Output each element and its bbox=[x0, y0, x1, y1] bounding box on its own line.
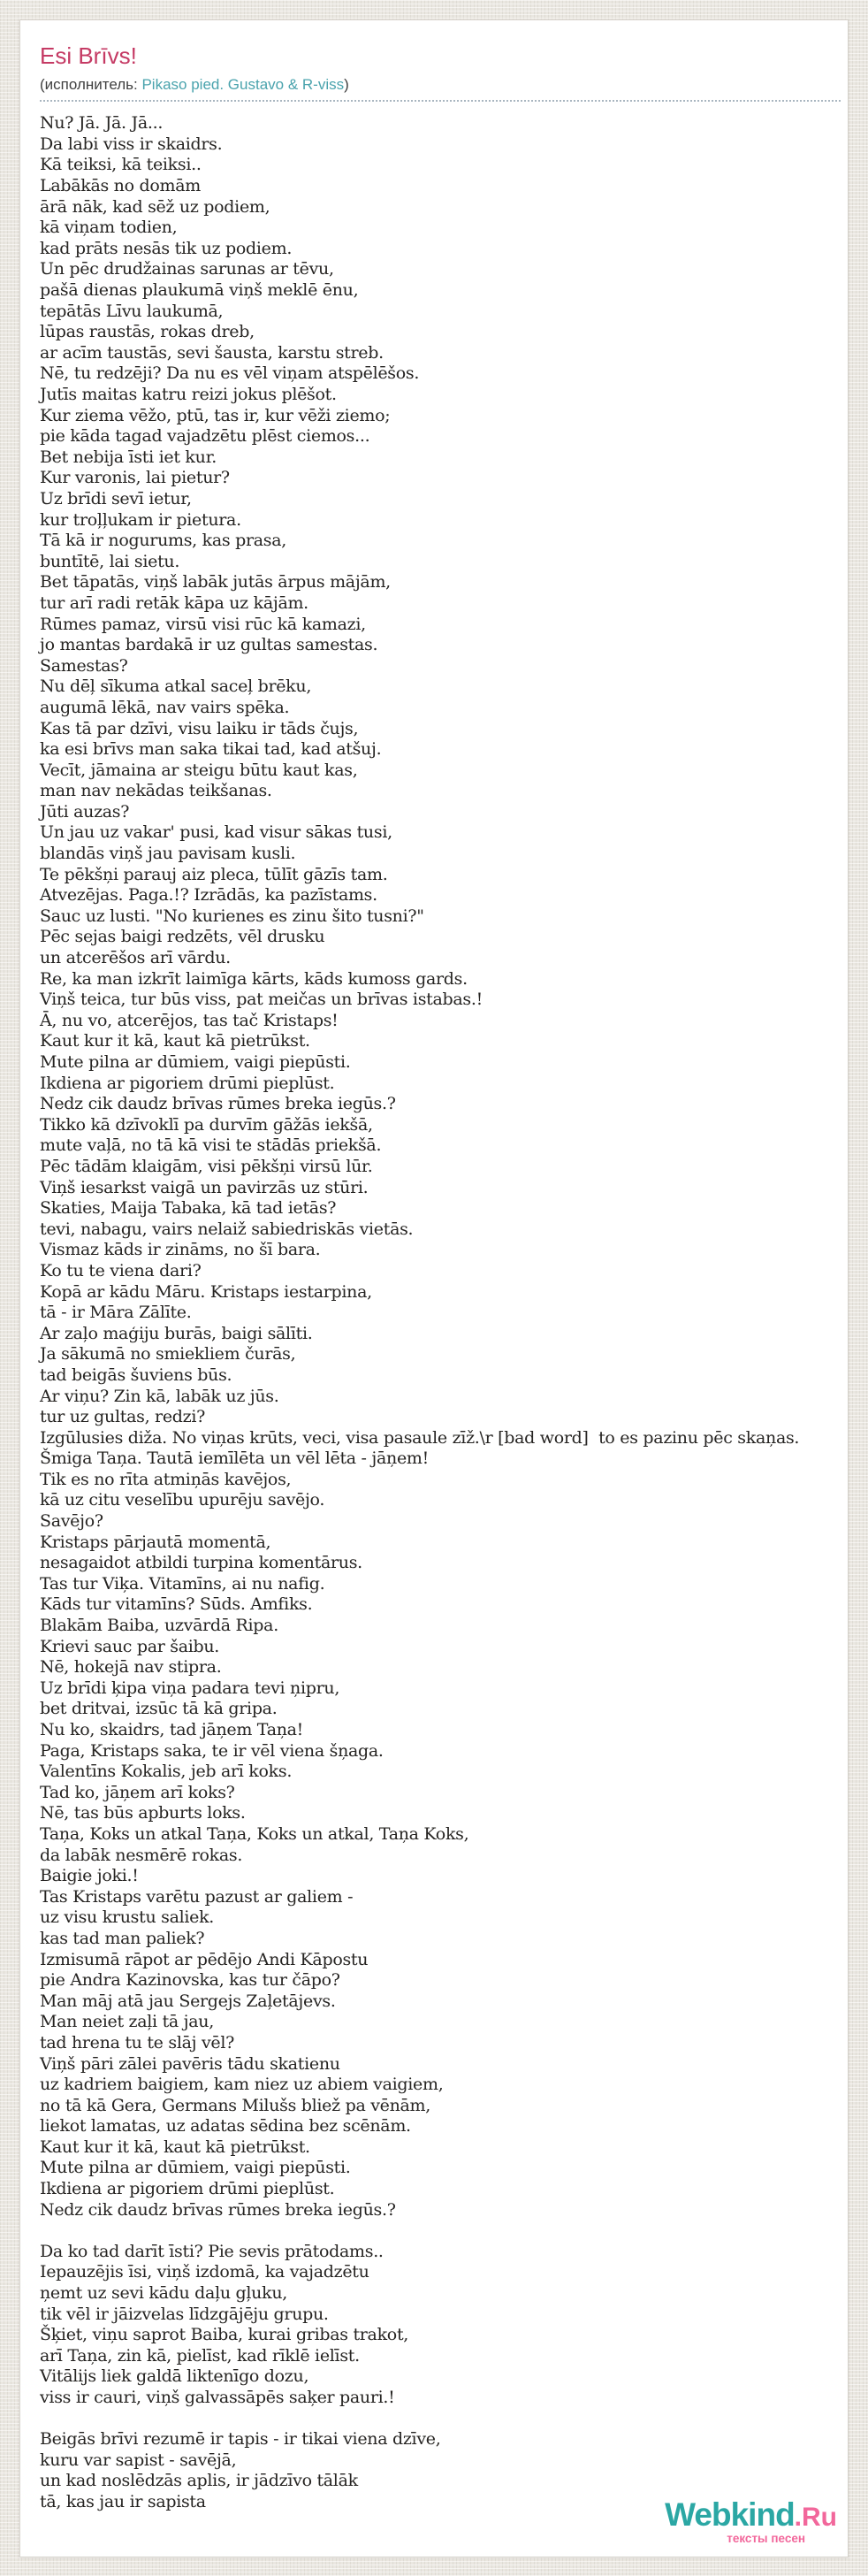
lyric-line: Ikdiena ar pigoriem drūmi pieplūst. bbox=[40, 2179, 335, 2199]
lyric-line: Šmiga Taņa. Tautā iemīlēta un vēl lēta - jāņem! bbox=[40, 1449, 429, 1469]
lyric-line: Beigās brīvi rezumē ir tapis - ir tikai viena dzīve, bbox=[40, 2429, 441, 2450]
lyric-line: Izgūlusies diža. No viņas krūts, veci, visa pasaule zīž.\r [bad word] to es pazinu pēc skaņas. bbox=[40, 1427, 800, 1448]
lyric-line: Un jau uz vakar' pusi, kad visur sākas tusi, bbox=[40, 822, 392, 843]
webkind-logo-suffix: .Ru bbox=[794, 2502, 837, 2532]
lyric-line: Skaties, Maija Tabaka, kā tad ietās? bbox=[40, 1198, 337, 1219]
lyric-line: mute vaļā, no tā kā visi te stādās priekšā. bbox=[40, 1135, 382, 1156]
lyrics-text bbox=[40, 113, 841, 2512]
lyric-line: Viņš iesarkst vaigā un pavirzās uz stūri. bbox=[40, 1177, 369, 1197]
lyric-line: kā viņam todien, bbox=[40, 218, 178, 238]
lyric-line: augumā lēkā, nav vairs spēka. bbox=[40, 697, 290, 717]
lyric-line: Tas tur Viķa. Vitamīns, ai nu nafig. bbox=[40, 1573, 325, 1594]
webkind-logo-main: Webkind bbox=[665, 2496, 795, 2533]
lyric-line: Uz brīdi sevī ietur, bbox=[40, 488, 192, 508]
lyric-line: Tā kā ir nogurums, kas prasa, bbox=[40, 531, 286, 551]
lyric-line: Tikko kā dzīvoklī pa durvīm gāžās iekšā, bbox=[40, 1114, 373, 1135]
lyric-line: Nu ko, skaidrs, tad jāņem Taņa! bbox=[40, 1720, 304, 1739]
lyric-line: Atvezējas. Paga.!? Izrādās, ka pazīstams. bbox=[40, 885, 377, 906]
lyric-line: kas tad man paliek? bbox=[40, 1928, 205, 1948]
webkind-logo-row bbox=[665, 2498, 837, 2531]
artist-link[interactable]: Pikaso pied. Gustavo & R-viss bbox=[141, 75, 345, 93]
lyric-line: Pēc sejas baigi redzēts, vēl drusku bbox=[40, 927, 325, 947]
lyric-line: Kaut kur it kā, kaut kā pietrūkst. bbox=[40, 2136, 310, 2157]
artist-label: (исполнитель: bbox=[40, 75, 142, 93]
lyric-line: pašā dienas plaukumā viņš meklē ēnu, bbox=[40, 280, 359, 301]
lyric-line: Tik es no rīta atmiņās kavējos, bbox=[40, 1469, 292, 1489]
lyric-line: kad prāts nesās tik uz podiem. bbox=[40, 238, 293, 258]
lyric-line: Kāds tur vitamīns? Sūds. Amfiks. bbox=[40, 1594, 313, 1615]
lyric-line: Uz brīdi ķipa viņa padara tevi ņipru, bbox=[40, 1678, 340, 1698]
lyric-line: Ko tu te viena dari? bbox=[40, 1260, 202, 1280]
lyric-line: Da ko tad darīt īsti? Pie sevis prātodams.. bbox=[40, 2241, 384, 2261]
lyric-line: ka esi brīvs man saka tikai tad, kad atšuj. bbox=[40, 739, 382, 760]
lyric-line: tepātās Līvu laukumā, bbox=[40, 301, 224, 321]
lyric-line: Samestas? bbox=[40, 655, 128, 676]
lyric-line: Valentīns Kokalis, jeb arī koks. bbox=[40, 1762, 293, 1782]
lyric-line: Viņš pāri zālei pavēris tādu skatienu bbox=[40, 2053, 340, 2074]
dotted-separator bbox=[40, 100, 841, 102]
lyric-line: kuru var sapist - savējā, bbox=[40, 2450, 237, 2470]
lyric-line bbox=[40, 2221, 841, 2242]
lyric-line: tur uz gultas, redzi? bbox=[40, 1407, 206, 1427]
lyric-line: tā, kas jau ir sapista bbox=[40, 2491, 206, 2511]
lyric-line: Labākās no domām bbox=[40, 176, 201, 196]
lyric-line: arī Taņa, zin kā, pielīst, kad rīklē ielīst. bbox=[40, 2345, 360, 2366]
lyric-line bbox=[40, 2409, 841, 2430]
lyric-line: Nedz cik daudz brīvas rūmes breka iegūs.? bbox=[40, 1094, 396, 1114]
lyric-line: no tā kā Gera, Germans Milušs bliež pa vēnām, bbox=[40, 2095, 431, 2115]
lyric-line: Paga, Kristaps saka, te ir vēl viena šņaga. bbox=[40, 1740, 384, 1761]
lyric-line: Izmisumā rāpot ar pēdējo Andi Kāpostu bbox=[40, 1949, 369, 1969]
lyric-line: uz visu krustu saliek. bbox=[40, 1907, 215, 1928]
song-title: Esi Brīvs! bbox=[40, 42, 137, 69]
lyric-line: Te pēkšņi parauj aiz pleca, tūlīt gāzīs tam. bbox=[40, 864, 388, 884]
lyric-line: Re, ka man izkrīt laimīga kārts, kāds kumoss gards. bbox=[40, 968, 468, 989]
lyric-line: Vecīt, jāmaina ar steigu būtu kaut kas, bbox=[40, 760, 358, 780]
lyric-line: Kur varonis, lai pietur? bbox=[40, 468, 230, 488]
lyric-line: Baigie joki.! bbox=[40, 1866, 139, 1886]
lyric-line: Kristaps pārjautā momentā, bbox=[40, 1532, 271, 1552]
lyric-line: liekot lamatas, uz adatas sēdina bez scēnām. bbox=[40, 2116, 411, 2136]
lyric-line: da labāk nesmērē rokas. bbox=[40, 1845, 243, 1865]
lyric-line: Viņš teica, tur būs viss, pat meičas un brīvas istabas.! bbox=[40, 990, 483, 1010]
lyric-line: Kas tā par dzīvi, visu laiku ir tāds čujs, bbox=[40, 718, 359, 738]
lyric-line: Ā, nu vo, atcerējos, tas tač Kristaps! bbox=[40, 1010, 339, 1030]
webkind-tagline: тексты песен bbox=[727, 2531, 805, 2545]
lyric-line: tad hrena tu te slāj vēl? bbox=[40, 2032, 234, 2052]
lyric-line: buntītē, lai sietu. bbox=[40, 551, 180, 571]
lyric-line: Man neiet zaļi tā jau, bbox=[40, 2012, 214, 2032]
lyric-line: Nē, tas būs apburts loks. bbox=[40, 1803, 246, 1823]
lyric-line: Kā teiksi, kā teiksi.. bbox=[40, 155, 202, 175]
lyric-line: Taņa, Koks un atkal Taņa, Koks un atkal, Taņa Koks, bbox=[40, 1823, 469, 1844]
lyric-line: tevi, nabagu, vairs nelaiž sabiedriskās vietās. bbox=[40, 1219, 414, 1239]
lyric-line: Nē, tu redzēji? Da nu es vēl viņam atspēlēšos. bbox=[40, 363, 420, 384]
lyric-line: ar acīm taustās, sevi šausta, karstu streb. bbox=[40, 342, 384, 363]
lyric-line: blandās viņš jau pavisam kusli. bbox=[40, 844, 296, 864]
lyric-line: Vitālijs liek galdā liktenīgo dozu, bbox=[40, 2366, 309, 2387]
lyric-line: bet dritvai, izsūc tā kā gripa. bbox=[40, 1699, 278, 1719]
lyric-line: jo mantas bardakā ir uz gultas samestas. bbox=[40, 635, 378, 655]
lyric-line: Jūti auzas? bbox=[40, 801, 130, 822]
lyric-line: Mute pilna ar dūmiem, vaigi piepūsti. bbox=[40, 2158, 351, 2178]
lyric-line: Vismaz kāds ir zināms, no šī bara. bbox=[40, 1240, 321, 1260]
lyric-line: Šķiet, viņu saprot Baiba, kurai gribas trakot, bbox=[40, 2325, 409, 2345]
lyric-line: Man māj atā jau Sergejs Zaļetājevs. bbox=[40, 1991, 336, 2011]
lyric-line: Jutīs maitas katru reizi jokus plēšot. bbox=[40, 385, 337, 404]
lyric-line: viss ir cauri, viņš galvassāpēs saķer pauri.! bbox=[40, 2388, 395, 2407]
lyric-line: lūpas raustās, rokas dreb, bbox=[40, 322, 255, 342]
lyric-line: uz kadriem baigiem, kam niez uz abiem vaigiem, bbox=[40, 2075, 444, 2095]
lyric-line: man nav nekādas teikšanas. bbox=[40, 781, 272, 801]
lyrics-card bbox=[19, 19, 849, 2557]
lyric-line: kur troļļukam ir pietura. bbox=[40, 509, 241, 530]
lyric-line: un kad noslēdzās aplis, ir jādzīvo tālāk bbox=[40, 2471, 358, 2491]
lyric-line: Kur ziema vēžo, ptū, tas ir, kur vēži ziemo; bbox=[40, 405, 391, 425]
lyric-line: un atcerēšos arī vārdu. bbox=[40, 948, 231, 968]
lyric-line: ārā nāk, kad sēž uz podiem, bbox=[40, 196, 270, 217]
artist-label-close: ) bbox=[344, 75, 349, 93]
lyric-line: Bet tāpatās, viņš labāk jutās ārpus mājām, bbox=[40, 572, 391, 592]
lyric-line: Ja sākumā no smiekliem čurās, bbox=[40, 1344, 296, 1364]
lyric-line: kā uz citu veselību upurēju savējo. bbox=[40, 1490, 325, 1510]
lyric-line: Ikdiena ar pigoriem drūmi pieplūst. bbox=[40, 1073, 335, 1093]
lyric-line: Nu dēļ sīkuma atkal saceļ brēku, bbox=[40, 676, 312, 697]
lyric-line: Nedz cik daudz brīvas rūmes breka iegūs.? bbox=[40, 2199, 396, 2220]
lyric-line: Blakām Baiba, uzvārdā Ripa. bbox=[40, 1616, 278, 1636]
lyric-line: Bet nebija īsti iet kur. bbox=[40, 447, 217, 467]
lyric-line: tik vēl ir jāizvelas līdzgājēju grupu. bbox=[40, 2304, 329, 2324]
lyric-line: Rūmes pamaz, virsū visi rūc kā kamazi, bbox=[40, 614, 366, 634]
lyric-line: Un pēc drudžainas sarunas ar tēvu, bbox=[40, 259, 334, 279]
lyric-line: Tad ko, jāņem arī koks? bbox=[40, 1782, 235, 1802]
lyric-line: Kaut kur it kā, kaut kā pietrūkst. bbox=[40, 1031, 310, 1051]
webkind-logo[interactable] bbox=[665, 2498, 837, 2545]
lyric-line: tad beigās šuviens būs. bbox=[40, 1364, 232, 1385]
lyric-line: Ar zaļo maģiju burās, baigi sālīti. bbox=[40, 1323, 313, 1343]
lyric-line: Pēc tādām klaigām, visi pēkšņi virsū lūr. bbox=[40, 1156, 373, 1176]
lyric-line: Tas Kristaps varētu pazust ar galiem - bbox=[40, 1886, 354, 1907]
lyric-line: Savējo? bbox=[40, 1511, 103, 1532]
lyric-line: Kopā ar kādu Māru. Kristaps iestarpina, bbox=[40, 1281, 372, 1302]
lyric-line: Krievi sauc par šaibu. bbox=[40, 1636, 220, 1656]
lyric-line: Da labi viss ir skaidrs. bbox=[40, 134, 223, 154]
lyric-line: Nu? Jā. Jā. Jā... bbox=[40, 113, 164, 134]
lyric-line: Iepauzējis īsi, viņš izdomā, ka vajadzētu bbox=[40, 2262, 369, 2282]
lyric-line: tur arī radi retāk kāpa uz kājām. bbox=[40, 592, 308, 613]
lyric-line: pie Andra Kazinovska, kas tur čāpo? bbox=[40, 1970, 340, 1991]
lyric-line: tā - ir Māra Zālīte. bbox=[40, 1303, 192, 1323]
lyric-line: Mute pilna ar dūmiem, vaigi piepūsti. bbox=[40, 1052, 351, 1072]
lyric-line: Ar viņu? Zin kā, labāk uz jūs. bbox=[40, 1386, 279, 1406]
lyric-line: pie kāda tagad vajadzētu plēst ciemos... bbox=[40, 426, 370, 447]
lyric-line: nesagaidot atbildi turpina komentārus. bbox=[40, 1553, 362, 1573]
lyric-line: ņemt uz sevi kādu daļu gļuku, bbox=[40, 2283, 287, 2304]
artist-line bbox=[40, 76, 841, 94]
lyric-line: Nē, hokejā nav stipra. bbox=[40, 1657, 222, 1678]
lyric-line: Sauc uz lusti. "No kurienes es zinu šito tusni?" bbox=[40, 906, 424, 926]
